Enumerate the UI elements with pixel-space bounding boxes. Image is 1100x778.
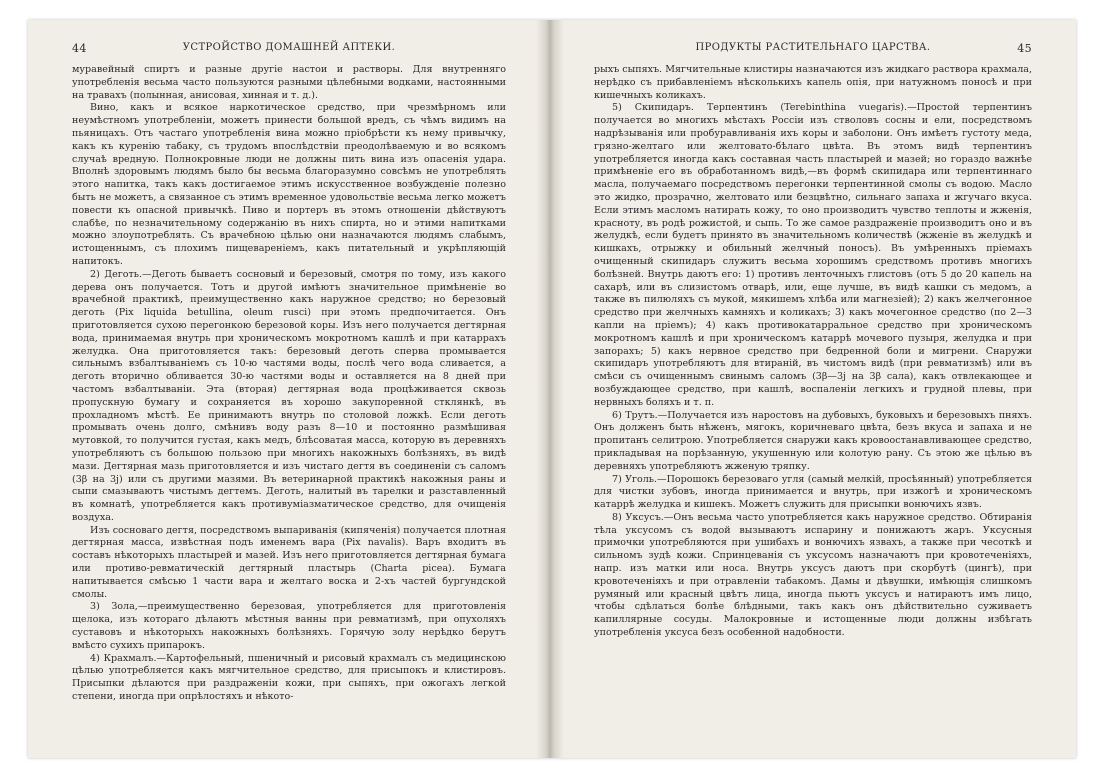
left-page-header	[72, 42, 506, 58]
book-spread	[28, 20, 1076, 758]
left-page-number: 44	[72, 42, 87, 55]
left-page-body	[72, 64, 506, 742]
paragraph: 6) Трутъ.—Получается изъ наростовъ на дубовыхъ, буковыхъ и березовыхъ пняхъ. Онъ долженъ быть нѣженъ, мягокъ, коричневаго цвѣта, безъ вкуса и запаха и не пропитанъ селитрою. Употребляется снаружи какъ кровоостанавливающее средство, прикладывая на порѣзанную, укушенную или колотую рану. Съ этою же цѣлью въ деревняхъ употребляютъ жженую тряпку.	[594, 409, 1032, 472]
right-page-body	[594, 64, 1032, 742]
right-page-header	[594, 42, 1032, 58]
paragraph: 3) Зола,—преимущественно березовая, употребляется для приготовленія щелока, изъ котораго дѣлаютъ мѣстныя ванны при ревматизмѣ, при опухоляхъ суставовъ и нѣкоторыхъ накожныхъ болѣзняхъ. Горячую золу нерѣдко берутъ вмѣсто сухихъ припарокъ.	[72, 601, 506, 651]
paragraph: Изъ сосноваго дегтя, посредствомъ выпариванія (кипяченія) получается плотная дегтярная масса, извѣстная подъ именемъ вара (Pix navalis). Варъ входитъ въ составъ нѣкоторыхъ пластырей и мазей. Изъ него приготовляется дегтярная бумага или противо-ревматическій дегтярный пластырь (Charta picea). Бумага напитывается смѣсью 1 части вара и желтаго воска и 2-хъ частей бургундской смолы.	[72, 524, 506, 600]
left-running-head: УСТРОЙСТВО ДОМАШНЕЙ АПТЕКИ.	[182, 42, 396, 53]
paragraph: 2) Деготь.—Деготь бываетъ сосновый и березовый, смотря по тому, изъ какого дерева онъ получается. Тотъ и другой имѣютъ значительное примѣненіе во врачебной практикѣ, преимущественно какъ наружное средство; но березовый деготь (Pix liquida betullina, oleum rusci) при этомъ предпочитается. Онъ приготовляется сухою перегонкою березовой коры. Изъ него получается дегтярная вода, принимаемая внутрь при хроническомъ мокротномъ кашлѣ и при катаррахъ желудка. Она приготовляется такъ: березовый деготь сперва промывается сильнымъ взбалтываніемъ съ 10-ю частями воды, послѣ чего вода сливается, а деготь вторично обливается 30-ю частями воды и оставляется на 8 дней при частомъ взбалтываніи. Эта (вторая) дегтярная вода процѣживается сквозь пропускную бумагу и сохраняется въ хорошо закупоренной стклянкѣ, въ прохладномъ мѣстѣ. Ее принимаютъ внутрь по столовой ложкѣ. Если деготь промывать очень долго, смѣнивъ воду разъ 8—10 и постоянно размѣшивая мутовкой, то получится густая, какъ медъ, блѣсоватая масса, которую въ деревняхъ употребляютъ съ большою пользою при многихъ накожныхъ болѣзняхъ, въ видѣ мази. Дегтярная мазь приготовляется и изъ чистаго дегтя въ соединеніи съ саломъ (3β на 3j) или съ другими мазями. Въ ветеринарной практикѣ накожныя раны и сыпи смазываютъ чистымъ дегтемъ. Деготь, налитый въ тарелки и разставленный въ комнатѣ, употребляется какъ противуміазматическое средство, для очищенія воздуха.	[72, 268, 506, 523]
paragraph: 5) Скипидаръ. Терпентинъ (Terebinthina vuegaris).—Простой терпентинъ получается во многихъ мѣстахъ Россіи изъ стволовъ сосны и ели, посредствомъ надрѣзыванія или пробуравливанія ихъ коры и заболони. Онъ имѣетъ густоту меда, грязно-желтаго или желтовато-бѣлаго цвѣта. Въ этомъ видѣ терпентинъ употребляется иногда какъ составная часть пластырей и мазей; но гораздо важнѣе примѣненіе его въ обработанномъ видѣ,—въ формѣ скипидара или терпентиннаго масла, получаемаго посредствомъ перегонки терпентинной смолы съ водою. Масло это жидко, прозрачно, желтовато или безцвѣтно, сильнаго запаха и жгучаго вкуса. Если этимъ масломъ натирать кожу, то оно производитъ чувство теплоты и жженія, красноту, въ родѣ рожистой, и сыпь. То же самое раздраженіе производитъ оно и въ желудкѣ, если будетъ принято въ значительномъ количествѣ (жженіе въ желудкѣ и кишкахъ, отрыжку и обильный желчный поносъ). Въ умѣренныхъ пріемахъ очищенный скипидаръ служитъ весьма хорошимъ средствомъ противъ многихъ болѣзней. Внутрь даютъ его: 1) противъ ленточныхъ глистовъ (отъ 5 до 20 капель на сахарѣ, или въ слизистомъ отварѣ, или, еще лучше, въ видѣ кашки съ медомъ, а также въ пилюляхъ съ мукой, мякишемъ хлѣба или магнезіей); 2) какъ желчегонное средство при желчныхъ камняхъ и коликахъ; 3) какъ мочегонное средство (по 2—3 капли на пріемъ); 4) какъ противокатарральное средство при хроническомъ мокротномъ кашлѣ и при хроническомъ катаррѣ мочевого пузыря, желудка и при запорахъ; 5) какъ нервное средство при бедренной боли и мигрени. Снаружи скипидаръ употребляютъ для втираній, въ чистомъ видѣ (при ревматизмѣ) или въ смѣси съ очищеннымъ свинымъ саломъ (3β—3j на 3β сала), какъ отвлекающее и возбуждающее средство, при кашлѣ, воспаленіи легкихъ и грудной плевы, при нервныхъ боляхъ и т. п.	[594, 102, 1032, 408]
right-page	[564, 20, 1076, 758]
paragraph: рыхъ сыпяхъ. Мягчительные клистиры назначаются изъ жидкаго раствора крахмала, нерѣдко съ прибавленіемъ нѣсколькихъ капель опія, при натужномъ поносѣ и при кишечныхъ коликахъ.	[594, 64, 1032, 101]
left-page	[28, 20, 536, 758]
paragraph: муравейный спиртъ и разные другіе настои и растворы. Для внутренняго употребленія весьма часто пользуются разными цѣлебными водками, настоянными на травахъ (полынная, анисовая, хинная и т. д.).	[72, 64, 506, 101]
paragraph: Вино, какъ и всякое наркотическое средство, при чрезмѣрномъ или неумѣстномъ употребленіи, можетъ принести большой вредъ, съ чѣмъ видимъ на пьяницахъ. Отъ частаго употребленія вина можно пріобрѣсти къ нему привычку, какъ къ куренію табаку, съ трудомъ впослѣдствіи преодолѣваемую и во всякомъ случаѣ вредную. Полнокровные люди не должны пить вина изъ опасенія удара. Вполнѣ здоровымъ людямъ было бы весьма благоразумно совсѣмъ не употреблять этого напитка, такъ какъ достигаемое этимъ искусственное возбужденіе полезно быть не можетъ, а связанное съ этимъ временное удовольствіе весьма легко можетъ повести къ опасной привычкѣ. Пиво и портеръ въ этомъ отношеніи дѣйствуютъ слабѣе, по незначительному содержанію въ нихъ спирта, но и этими напитками можно злоупотреблять. Съ врачебною цѣлью они назначаются людямъ слабымъ, истощеннымъ, съ плохимъ пищевареніемъ, какъ питательный и укрѣпляющій напитокъ.	[72, 102, 506, 267]
paragraph: 7) Уголь.—Порошокъ березоваго угля (самый мелкій, просѣянный) употребляется для чистки зубовъ, иногда принимается и внутрь, при изжогѣ и хроническомъ катаррѣ желудка и кишекъ. Можетъ служить для присыпки вонючихъ язвъ.	[594, 473, 1032, 511]
book-gutter	[536, 20, 564, 758]
paragraph: 4) Крахмалъ.—Картофельный, пшеничный и рисовый крахмалъ съ медицинскою цѣлью употребляется какъ мягчительное средство, для присыпокъ и клистировъ. Присыпки дѣлаются при раздраженіи кожи, при сыпяхъ, при ожогахъ легкой степени, иногда при опрѣлостяхъ и нѣкото-	[72, 652, 506, 703]
paragraph: 8) Уксусъ.—Онъ весьма часто употребляется какъ наружное средство. Обтиранія тѣла уксусомъ съ водой вызываютъ испарину и понижаютъ жаръ. Уксусныя примочки употребляются при ушибахъ и вонючихъ язвахъ, а также при чесоткѣ и сильномъ зудѣ кожи. Спринцеванія съ уксусомъ назначаютъ при кровотеченіяхъ, напр. изъ матки или носа. Внутрь уксусъ даютъ при скорбутѣ (цингѣ), при кровотеченіяхъ и при отравленіи табакомъ. Дамы и дѣвушки, имѣющія слишкомъ румяный или красный цвѣтъ лица, иногда пьютъ уксусъ и натираютъ имъ лицо, чтобы сдѣлаться болѣе блѣдными, такъ какъ онъ дѣйствительно суживаетъ капиллярные сосуды. Малокровные и истощенные люди должны избѣгать употребленія уксуса безъ особенной надобности.	[594, 511, 1032, 639]
right-page-number: 45	[1017, 42, 1032, 55]
right-running-head: ПРОДУКТЫ РАСТИТЕЛЬНАГО ЦАРСТВА.	[695, 42, 931, 53]
